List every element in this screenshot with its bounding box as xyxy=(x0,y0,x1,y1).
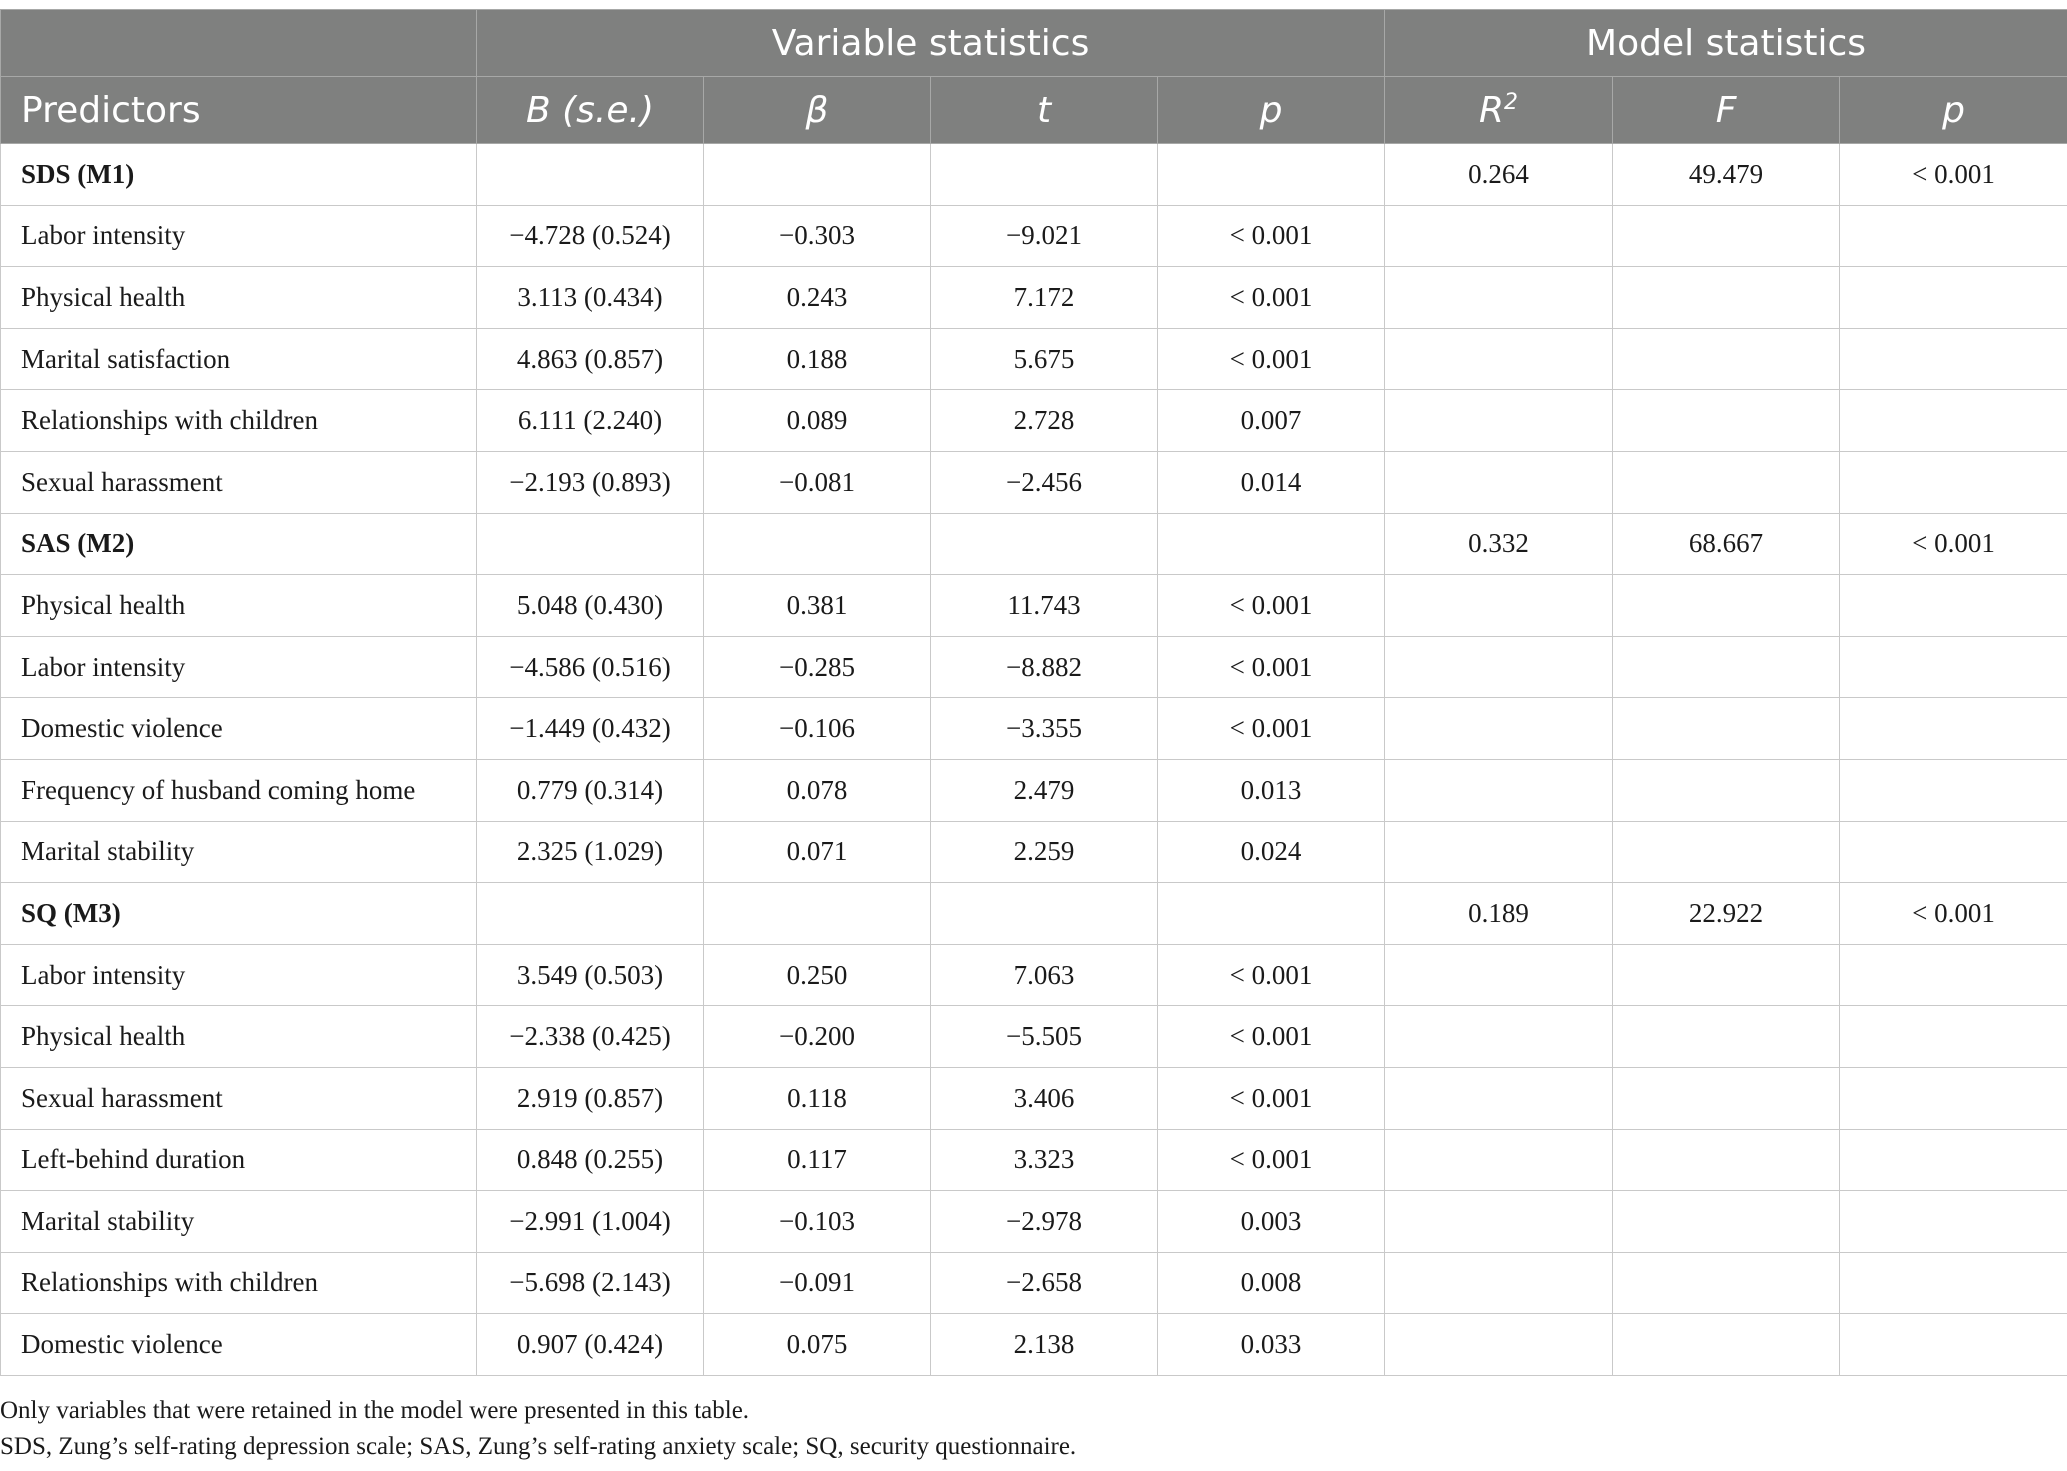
p-cell xyxy=(1158,883,1385,945)
table-row xyxy=(1,759,2067,821)
b-se-cell: −2.338 (0.425) xyxy=(477,1006,704,1068)
p-cell: 0.003 xyxy=(1158,1191,1385,1253)
f-cell: 49.479 xyxy=(1613,144,1840,206)
t-cell: 7.172 xyxy=(931,267,1158,329)
predictor-cell: Labor intensity xyxy=(1,636,477,698)
f-cell xyxy=(1613,698,1840,760)
f-cell xyxy=(1613,451,1840,513)
p-cell: < 0.001 xyxy=(1158,636,1385,698)
predictor-cell: Physical health xyxy=(1,267,477,329)
table-row xyxy=(1,1314,2067,1376)
b-se-cell: 4.863 (0.857) xyxy=(477,328,704,390)
p-cell xyxy=(1158,513,1385,575)
r-squared-cell xyxy=(1385,698,1613,760)
beta-cell: −0.303 xyxy=(704,205,931,267)
r-squared-cell xyxy=(1385,205,1613,267)
table-row xyxy=(1,328,2067,390)
model-p-cell xyxy=(1840,1191,2067,1253)
r-squared-cell: 0.332 xyxy=(1385,513,1613,575)
model-group-row xyxy=(1,144,2067,206)
b-se-cell: 3.113 (0.434) xyxy=(477,267,704,329)
t-cell: 7.063 xyxy=(931,944,1158,1006)
footnote-line-1: Only variables that were retained in the model were presented in this table. xyxy=(0,1397,750,1424)
p-cell xyxy=(1158,144,1385,206)
predictor-cell: Labor intensity xyxy=(1,944,477,1006)
predictor-cell: Relationships with children xyxy=(1,390,477,452)
col-f: F xyxy=(1613,77,1840,144)
t-cell: −2.456 xyxy=(931,451,1158,513)
f-cell xyxy=(1613,821,1840,883)
table-row xyxy=(1,1252,2067,1314)
beta-cell: 0.243 xyxy=(704,267,931,329)
beta-cell: 0.118 xyxy=(704,1067,931,1129)
b-se-cell: 6.111 (2.240) xyxy=(477,390,704,452)
t-cell xyxy=(931,144,1158,206)
table-body xyxy=(1,144,2067,1376)
f-cell xyxy=(1613,1006,1840,1068)
beta-cell xyxy=(704,883,931,945)
t-cell: −2.658 xyxy=(931,1252,1158,1314)
model-p-cell xyxy=(1840,1252,2067,1314)
r-squared-cell xyxy=(1385,1252,1613,1314)
header-group-row xyxy=(1,10,2067,77)
model-group-row xyxy=(1,513,2067,575)
beta-cell: −0.081 xyxy=(704,451,931,513)
model-p-cell xyxy=(1840,390,2067,452)
table-row xyxy=(1,267,2067,329)
model-p-cell: < 0.001 xyxy=(1840,513,2067,575)
f-cell xyxy=(1613,575,1840,637)
table-row xyxy=(1,1067,2067,1129)
t-cell: −5.505 xyxy=(931,1006,1158,1068)
f-cell xyxy=(1613,328,1840,390)
t-cell: 2.728 xyxy=(931,390,1158,452)
p-cell: 0.013 xyxy=(1158,759,1385,821)
predictor-cell: Physical health xyxy=(1,1006,477,1068)
model-p-cell xyxy=(1840,575,2067,637)
t-cell: −2.978 xyxy=(931,1191,1158,1253)
t-cell xyxy=(931,513,1158,575)
f-cell xyxy=(1613,944,1840,1006)
table-row xyxy=(1,636,2067,698)
p-cell: 0.014 xyxy=(1158,451,1385,513)
b-se-cell xyxy=(477,883,704,945)
model-p-cell xyxy=(1840,944,2067,1006)
b-se-cell: −4.728 (0.524) xyxy=(477,205,704,267)
predictor-cell: Frequency of husband coming home xyxy=(1,759,477,821)
table-row xyxy=(1,698,2067,760)
beta-cell: −0.106 xyxy=(704,698,931,760)
predictor-cell: Left-behind duration xyxy=(1,1129,477,1191)
col-beta: β xyxy=(704,77,931,144)
table-row xyxy=(1,390,2067,452)
p-cell: < 0.001 xyxy=(1158,205,1385,267)
t-cell: 2.259 xyxy=(931,821,1158,883)
model-p-cell: < 0.001 xyxy=(1840,883,2067,945)
header-blank-cell xyxy=(1,10,477,77)
b-se-cell: 2.919 (0.857) xyxy=(477,1067,704,1129)
p-cell: < 0.001 xyxy=(1158,944,1385,1006)
p-cell: < 0.001 xyxy=(1158,267,1385,329)
p-cell: 0.008 xyxy=(1158,1252,1385,1314)
predictor-cell: Marital stability xyxy=(1,1191,477,1253)
beta-cell: 0.075 xyxy=(704,1314,931,1376)
f-cell xyxy=(1613,759,1840,821)
table-header xyxy=(1,10,2067,144)
r-squared-cell xyxy=(1385,390,1613,452)
t-cell: 2.479 xyxy=(931,759,1158,821)
beta-cell: −0.285 xyxy=(704,636,931,698)
model-group-row xyxy=(1,883,2067,945)
f-cell xyxy=(1613,636,1840,698)
r-squared-cell xyxy=(1385,1129,1613,1191)
f-cell xyxy=(1613,205,1840,267)
predictor-cell: Marital satisfaction xyxy=(1,328,477,390)
r-squared-cell xyxy=(1385,575,1613,637)
b-se-cell: 0.848 (0.255) xyxy=(477,1129,704,1191)
table-footnote xyxy=(0,1393,1076,1465)
r-squared-cell xyxy=(1385,267,1613,329)
predictor-cell: SQ (M3) xyxy=(1,883,477,945)
b-se-cell xyxy=(477,513,704,575)
b-se-cell: −5.698 (2.143) xyxy=(477,1252,704,1314)
predictor-cell: SDS (M1) xyxy=(1,144,477,206)
r-squared-cell xyxy=(1385,1006,1613,1068)
b-se-cell: 0.907 (0.424) xyxy=(477,1314,704,1376)
predictor-cell: Domestic violence xyxy=(1,698,477,760)
col-predictors: Predictors xyxy=(1,77,477,144)
t-cell: −9.021 xyxy=(931,205,1158,267)
table-row xyxy=(1,1129,2067,1191)
beta-cell: −0.091 xyxy=(704,1252,931,1314)
p-cell: 0.024 xyxy=(1158,821,1385,883)
t-cell: −3.355 xyxy=(931,698,1158,760)
footnote-line-2: SDS, Zung’s self-rating depression scale; SAS, Zung’s self-rating anxiety scale; SQ, security questionnaire. xyxy=(0,1433,1077,1460)
t-cell xyxy=(931,883,1158,945)
model-p-cell: < 0.001 xyxy=(1840,144,2067,206)
f-cell xyxy=(1613,1191,1840,1253)
model-p-cell xyxy=(1840,267,2067,329)
beta-cell: 0.078 xyxy=(704,759,931,821)
model-p-cell xyxy=(1840,821,2067,883)
model-p-cell xyxy=(1840,1314,2067,1376)
r-squared-cell xyxy=(1385,821,1613,883)
table-row xyxy=(1,575,2067,637)
r-squared-cell xyxy=(1385,636,1613,698)
table-row xyxy=(1,205,2067,267)
r-squared-cell: 0.264 xyxy=(1385,144,1613,206)
r-squared-cell: 0.189 xyxy=(1385,883,1613,945)
r-squared-cell xyxy=(1385,759,1613,821)
model-p-cell xyxy=(1840,328,2067,390)
predictor-cell: Domestic violence xyxy=(1,1314,477,1376)
b-se-cell: −2.193 (0.893) xyxy=(477,451,704,513)
b-se-cell: −1.449 (0.432) xyxy=(477,698,704,760)
model-statistics-header: Model statistics xyxy=(1385,10,2067,77)
beta-cell: −0.200 xyxy=(704,1006,931,1068)
predictor-cell: Sexual harassment xyxy=(1,1067,477,1129)
col-r-squared: $R^2$ xyxy=(1385,77,1613,144)
header-column-row xyxy=(1,77,2067,144)
f-cell xyxy=(1613,267,1840,329)
beta-cell: 0.250 xyxy=(704,944,931,1006)
r-squared-cell xyxy=(1385,451,1613,513)
beta-cell: 0.117 xyxy=(704,1129,931,1191)
b-se-cell: −4.586 (0.516) xyxy=(477,636,704,698)
beta-cell xyxy=(704,513,931,575)
regression-table xyxy=(0,9,2067,1376)
model-p-cell xyxy=(1840,1006,2067,1068)
beta-cell: 0.188 xyxy=(704,328,931,390)
predictor-cell: Sexual harassment xyxy=(1,451,477,513)
b-se-cell: 5.048 (0.430) xyxy=(477,575,704,637)
r-squared-cell xyxy=(1385,328,1613,390)
model-p-cell xyxy=(1840,451,2067,513)
table-row xyxy=(1,1006,2067,1068)
model-p-cell xyxy=(1840,1129,2067,1191)
p-cell: 0.033 xyxy=(1158,1314,1385,1376)
table-row xyxy=(1,451,2067,513)
beta-cell: −0.103 xyxy=(704,1191,931,1253)
t-cell: 3.323 xyxy=(931,1129,1158,1191)
model-p-cell xyxy=(1840,759,2067,821)
t-cell: 3.406 xyxy=(931,1067,1158,1129)
p-cell: < 0.001 xyxy=(1158,1067,1385,1129)
r-squared-cell xyxy=(1385,1067,1613,1129)
p-cell: 0.007 xyxy=(1158,390,1385,452)
t-cell: 5.675 xyxy=(931,328,1158,390)
b-se-cell: 2.325 (1.029) xyxy=(477,821,704,883)
f-cell: 22.922 xyxy=(1613,883,1840,945)
r-squared-cell xyxy=(1385,1191,1613,1253)
f-cell: 68.667 xyxy=(1613,513,1840,575)
b-se-cell: 0.779 (0.314) xyxy=(477,759,704,821)
f-cell xyxy=(1613,1067,1840,1129)
r-squared-cell xyxy=(1385,944,1613,1006)
model-p-cell xyxy=(1840,636,2067,698)
predictor-cell: Marital stability xyxy=(1,821,477,883)
p-cell: < 0.001 xyxy=(1158,575,1385,637)
p-cell: < 0.001 xyxy=(1158,698,1385,760)
t-cell: 2.138 xyxy=(931,1314,1158,1376)
p-cell: < 0.001 xyxy=(1158,1006,1385,1068)
f-cell xyxy=(1613,390,1840,452)
b-se-cell: 3.549 (0.503) xyxy=(477,944,704,1006)
table-row xyxy=(1,1191,2067,1253)
model-p-cell xyxy=(1840,205,2067,267)
t-cell: −8.882 xyxy=(931,636,1158,698)
predictor-cell: SAS (M2) xyxy=(1,513,477,575)
b-se-cell xyxy=(477,144,704,206)
beta-cell xyxy=(704,144,931,206)
predictor-cell: Labor intensity xyxy=(1,205,477,267)
model-p-cell xyxy=(1840,1067,2067,1129)
t-cell: 11.743 xyxy=(931,575,1158,637)
beta-cell: 0.381 xyxy=(704,575,931,637)
table-row xyxy=(1,821,2067,883)
p-cell: < 0.001 xyxy=(1158,1129,1385,1191)
b-se-cell: −2.991 (1.004) xyxy=(477,1191,704,1253)
model-p-cell xyxy=(1840,698,2067,760)
beta-cell: 0.089 xyxy=(704,390,931,452)
beta-cell: 0.071 xyxy=(704,821,931,883)
col-p: p xyxy=(1158,77,1385,144)
table-row xyxy=(1,944,2067,1006)
p-cell: < 0.001 xyxy=(1158,328,1385,390)
f-cell xyxy=(1613,1252,1840,1314)
predictor-cell: Physical health xyxy=(1,575,477,637)
col-b-se: B (s.e.) xyxy=(477,77,704,144)
variable-statistics-header: Variable statistics xyxy=(477,10,1385,77)
col-model-p: p xyxy=(1840,77,2067,144)
col-t: t xyxy=(931,77,1158,144)
f-cell xyxy=(1613,1314,1840,1376)
predictor-cell: Relationships with children xyxy=(1,1252,477,1314)
r-squared-cell xyxy=(1385,1314,1613,1376)
f-cell xyxy=(1613,1129,1840,1191)
